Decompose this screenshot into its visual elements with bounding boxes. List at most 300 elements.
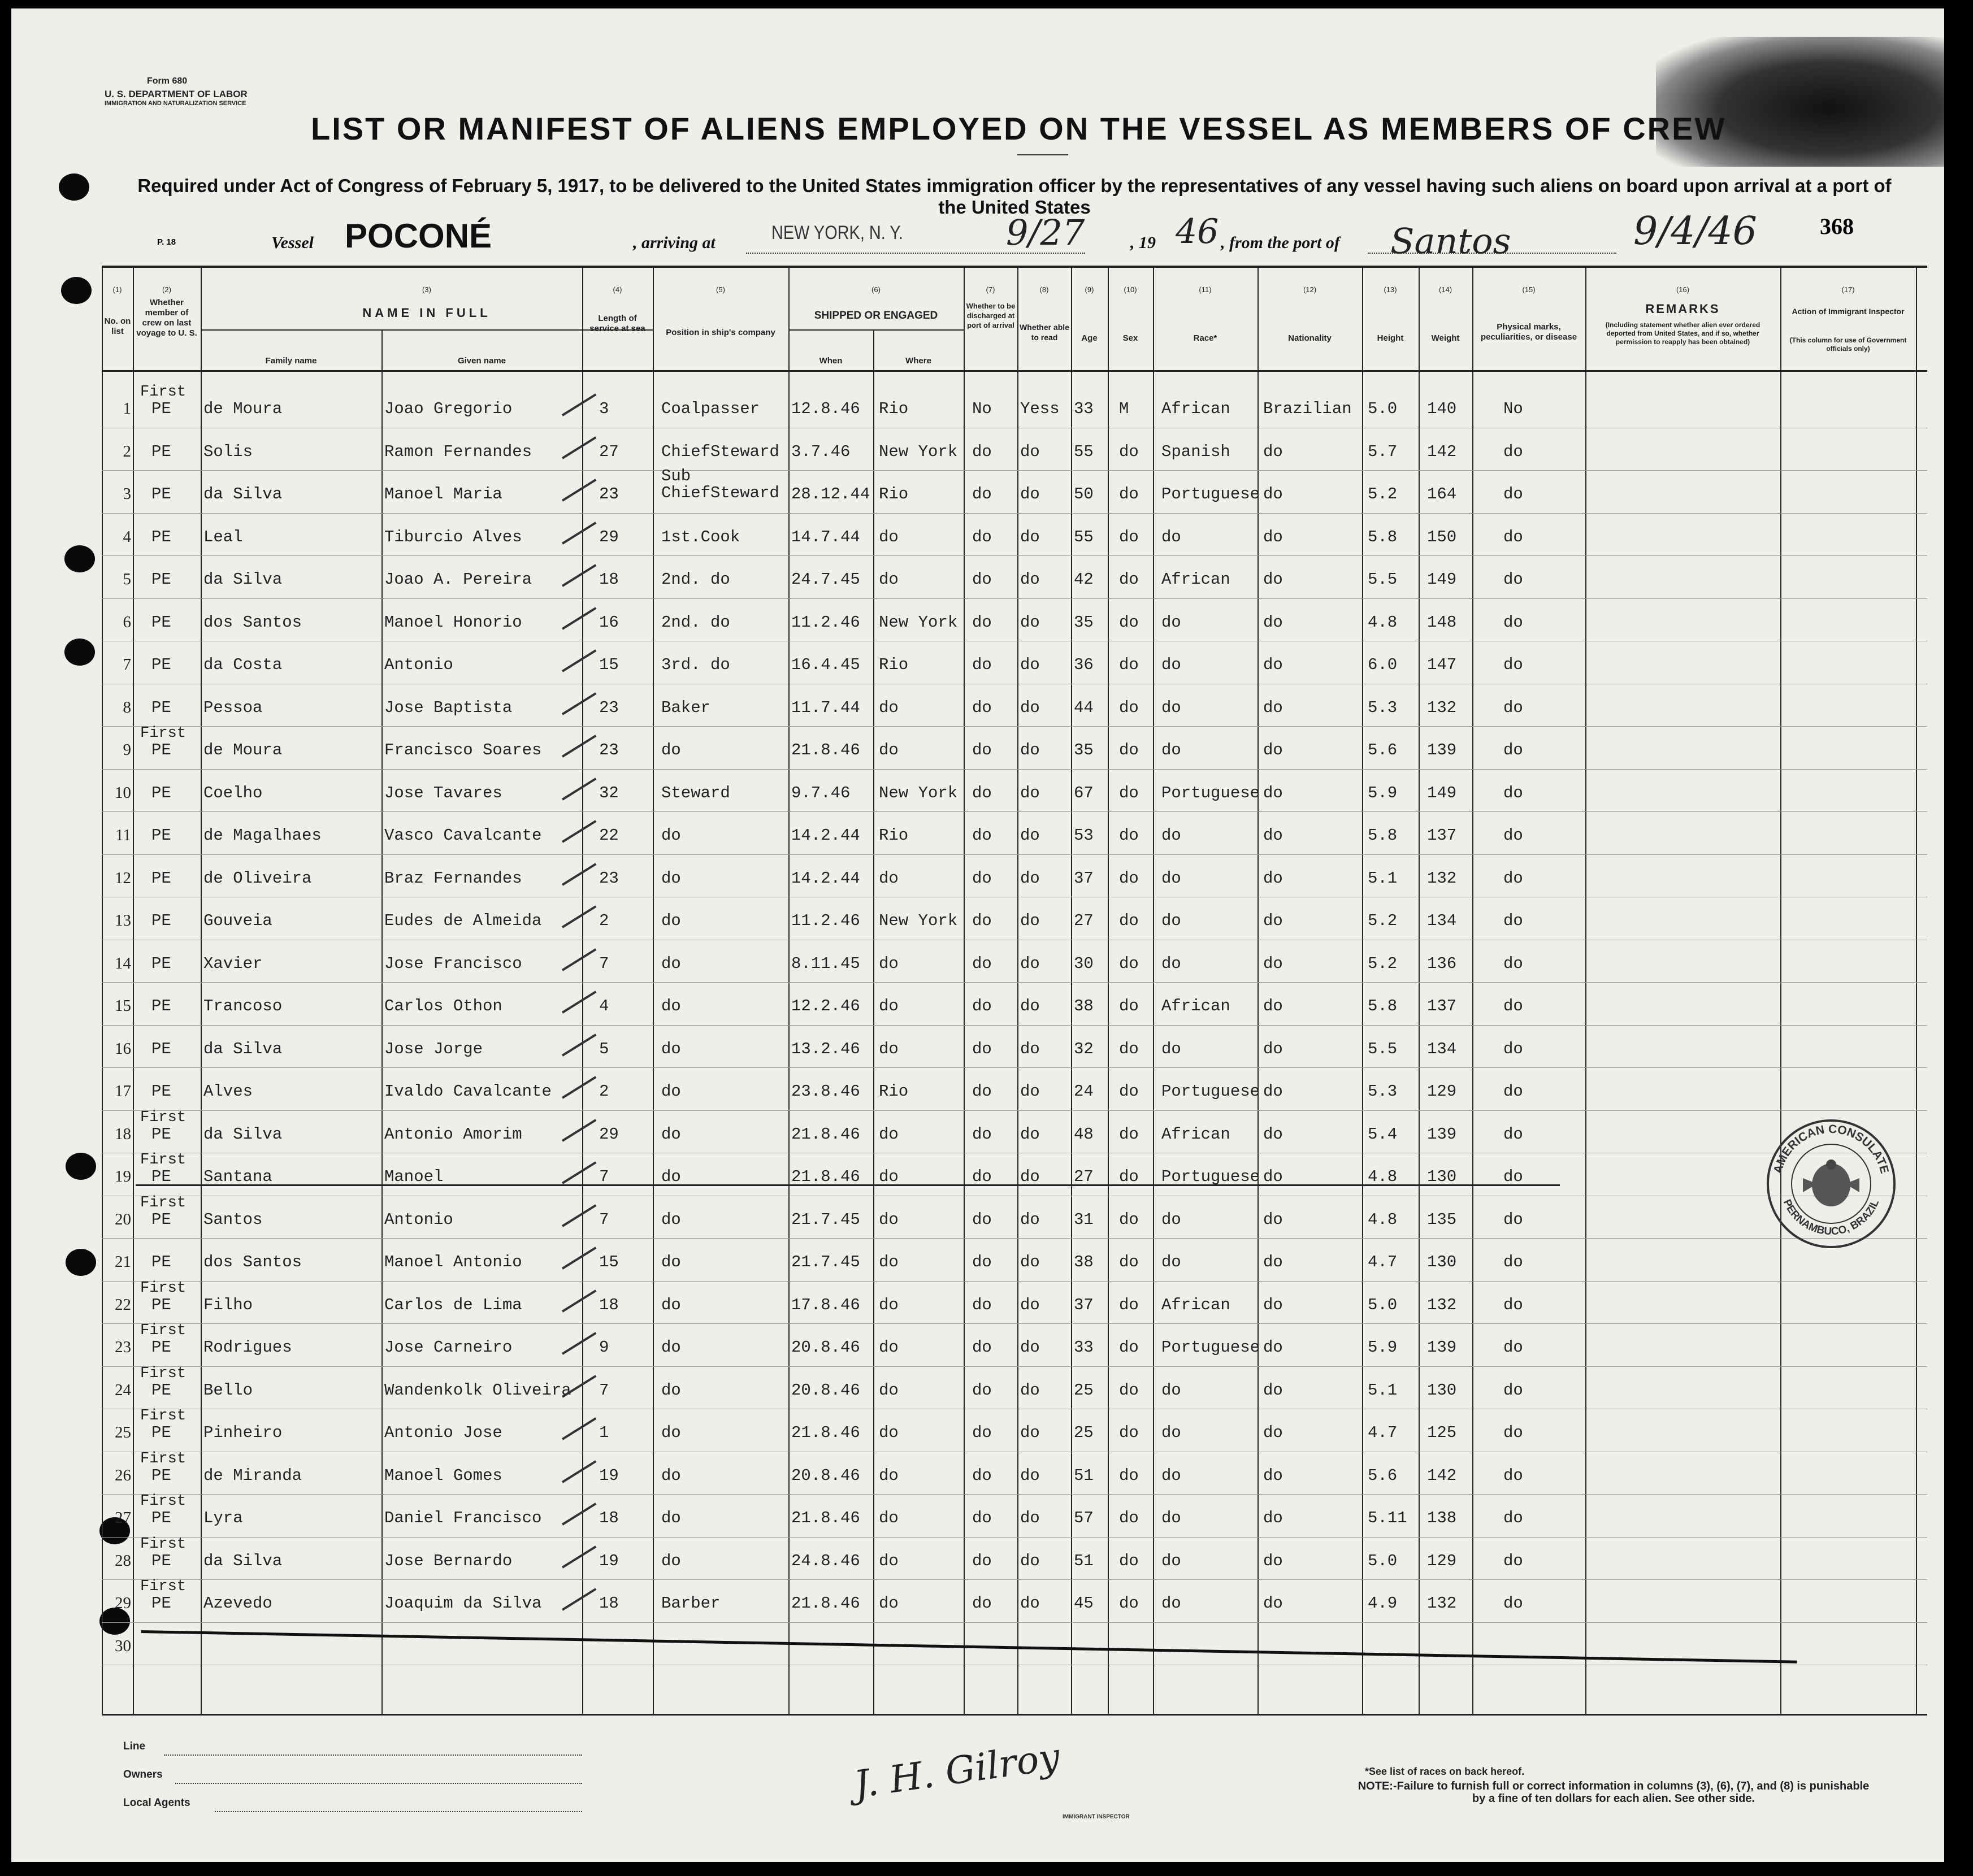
height-cell: 6.0 (1368, 655, 1398, 674)
race-cell: do (1161, 1210, 1181, 1229)
race-cell: do (1161, 613, 1181, 632)
when-cell: 21.8.46 (791, 1167, 860, 1186)
height-cell: 5.1 (1368, 868, 1398, 888)
marks-cell: do (1503, 911, 1523, 930)
weight-cell: 132 (1427, 1295, 1457, 1314)
marks-cell: do (1503, 698, 1523, 717)
nationality-cell: do (1263, 1380, 1283, 1400)
height-cell: 5.8 (1368, 527, 1398, 546)
read-cell: do (1020, 1423, 1040, 1442)
family-name-cell: de Miranda (203, 1466, 302, 1485)
col-header-shipped: SHIPPED OR ENGAGED (814, 310, 938, 322)
discharged-cell: do (972, 911, 992, 930)
col-line (873, 329, 874, 1715)
prev-voyage-note: First (140, 1109, 187, 1126)
age-cell: 51 (1074, 1466, 1094, 1485)
read-cell: do (1020, 1253, 1040, 1271)
family-name-cell: Lyra (203, 1509, 243, 1527)
when-cell: 11.7.44 (791, 698, 860, 717)
nationality-cell: do (1263, 868, 1283, 888)
discharged-cell: do (972, 655, 992, 674)
punch-hole (59, 173, 89, 201)
col-line (582, 266, 583, 1715)
given-name-cell: Jose Francisco (384, 954, 522, 973)
where-cell: New York (879, 442, 958, 461)
service-cell: 9 (599, 1338, 609, 1357)
service-cell: 2 (599, 911, 609, 930)
position-cell: 2nd. do (661, 570, 730, 589)
where-cell: do (879, 1338, 899, 1357)
sex-cell: do (1119, 826, 1139, 845)
when-cell: 11.2.46 (791, 613, 860, 632)
age-cell: 32 (1074, 1039, 1094, 1058)
read-cell: do (1020, 1466, 1040, 1485)
where-cell: Rio (879, 1082, 909, 1101)
position-cell: do (661, 1338, 681, 1357)
col-line (1257, 266, 1259, 1715)
row-number: 28 (115, 1551, 131, 1570)
marks-cell: do (1503, 783, 1523, 802)
position-cell: 2nd. do (661, 613, 730, 632)
position-cell: do (661, 1253, 681, 1271)
punch-hole (66, 1249, 96, 1276)
end-of-list-line (141, 1630, 1797, 1664)
stamp-text-bottom: PERNAMBUCO, BRAZIL (1780, 1197, 1882, 1238)
crew-cell: PE (151, 1466, 171, 1485)
given-name-cell: Manoel (384, 1167, 444, 1186)
position-cell: Coalpasser (661, 399, 760, 418)
where-cell: do (879, 741, 899, 759)
discharged-cell: do (972, 570, 992, 589)
prev-voyage-note: First (140, 1279, 187, 1297)
col-header-service: Length of service at sea (589, 314, 645, 333)
nationality-cell: do (1263, 655, 1283, 674)
height-cell: 5.9 (1368, 783, 1398, 802)
colnum-17: (17) (1841, 285, 1855, 294)
height-cell: 5.8 (1368, 997, 1398, 1015)
sex-cell: do (1119, 1253, 1139, 1271)
when-cell: 14.7.44 (791, 527, 860, 546)
weight-cell: 139 (1427, 1124, 1457, 1144)
col-line (1017, 266, 1018, 1715)
page-code: P. 18 (157, 237, 176, 247)
when-cell: 12.2.46 (791, 997, 860, 1015)
height-cell: 5.2 (1368, 911, 1398, 930)
height-cell: 4.8 (1368, 613, 1398, 632)
crew-cell: PE (151, 399, 171, 418)
family-name-cell: Rodrigues (203, 1338, 292, 1357)
service-cell: 7 (599, 1167, 609, 1186)
height-cell: 5.3 (1368, 1082, 1398, 1101)
prev-voyage-note: First (140, 725, 187, 742)
age-cell: 37 (1074, 1295, 1094, 1314)
age-cell: 38 (1074, 997, 1094, 1015)
discharged-cell: do (972, 1039, 992, 1058)
where-cell: do (879, 1509, 899, 1527)
where-cell: New York (879, 613, 958, 632)
check-mark-icon (562, 522, 596, 544)
sex-cell: do (1119, 570, 1139, 589)
crew-cell: PE (151, 1039, 171, 1058)
discharged-cell: do (972, 783, 992, 802)
from-port-label: , from the port of (1221, 233, 1340, 252)
marks-cell: do (1503, 1509, 1523, 1527)
crew-cell: PE (151, 1594, 171, 1613)
where-cell: Rio (879, 399, 909, 418)
col-header-name: NAME IN FULL (362, 306, 491, 320)
service-cell: 5 (599, 1039, 609, 1058)
where-cell: do (879, 1551, 899, 1570)
row-number: 3 (123, 485, 131, 503)
crew-cell: PE (151, 527, 171, 546)
position-cell: do (661, 826, 681, 845)
sex-cell: do (1119, 1423, 1139, 1442)
row-rule (102, 470, 1927, 471)
nationality-cell: do (1263, 613, 1283, 632)
race-cell: African (1161, 1295, 1230, 1314)
nationality-cell: do (1263, 1039, 1283, 1058)
height-cell: 5.9 (1368, 1338, 1398, 1357)
read-cell: do (1020, 1551, 1040, 1570)
family-name-cell: Bello (203, 1380, 253, 1400)
discharged-cell: do (972, 527, 992, 546)
row-number: 23 (115, 1338, 131, 1356)
discharged-cell: do (972, 1423, 992, 1442)
colnum-12: (12) (1303, 285, 1317, 294)
row-number: 27 (115, 1509, 131, 1527)
age-cell: 30 (1074, 954, 1094, 973)
row-number: 17 (115, 1082, 131, 1100)
sex-cell: do (1119, 1082, 1139, 1101)
age-cell: 31 (1074, 1210, 1094, 1229)
check-mark-icon (562, 564, 596, 587)
nationality-cell: do (1263, 698, 1283, 717)
discharged-cell: do (972, 1466, 992, 1485)
colnum-3: (3) (422, 285, 431, 294)
race-cell: do (1161, 1594, 1181, 1613)
marks-cell: do (1503, 570, 1523, 589)
service-cell: 2 (599, 1082, 609, 1101)
given-name-cell: Carlos Othon (384, 997, 502, 1015)
read-cell: do (1020, 1124, 1040, 1144)
discharged-cell: do (972, 1551, 992, 1570)
weight-cell: 150 (1427, 527, 1457, 546)
marks-cell: do (1503, 1594, 1523, 1613)
service-name: IMMIGRATION AND NATURALIZATION SERVICE (105, 100, 246, 107)
nationality-cell: do (1263, 1124, 1283, 1144)
check-mark-icon (562, 649, 596, 672)
family-name-cell: da Silva (203, 1551, 283, 1570)
row-number: 7 (123, 655, 131, 674)
nationality-cell: do (1263, 442, 1283, 461)
prev-voyage-note: First (140, 1535, 187, 1553)
read-cell: do (1020, 1338, 1040, 1357)
marks-cell: do (1503, 1253, 1523, 1271)
service-cell: 3 (599, 399, 609, 418)
inspector-signature: J. H. Gilroy (851, 1734, 1063, 1807)
race-cell: Portuguese (1161, 1167, 1260, 1186)
nationality-cell: do (1263, 1210, 1283, 1229)
vessel-name: POCONÉ (345, 217, 492, 255)
family-name-cell: Alves (203, 1082, 253, 1101)
position-cell: do (661, 1167, 681, 1186)
table-top-rule (102, 266, 1927, 268)
given-name-cell: Jose Carneiro (384, 1338, 513, 1357)
marks-cell: do (1503, 1210, 1523, 1229)
sex-cell: do (1119, 741, 1139, 759)
stamp-seal-icon (1763, 1116, 1899, 1252)
check-mark-icon (562, 1161, 596, 1184)
where-cell: do (879, 954, 899, 973)
read-cell: do (1020, 1039, 1040, 1058)
col-header-discharged: Whether to be discharged at port of arrival (966, 302, 1016, 329)
prev-voyage-note: First (140, 1408, 187, 1425)
crew-cell: PE (151, 1210, 171, 1229)
height-cell: 5.5 (1368, 570, 1398, 589)
weight-cell: 142 (1427, 442, 1457, 461)
row-rule (102, 1537, 1927, 1538)
when-cell: 14.2.44 (791, 826, 860, 845)
prev-voyage-note: First (140, 1365, 187, 1382)
prev-voyage-note: First (140, 1493, 187, 1510)
read-cell: do (1020, 698, 1040, 717)
service-cell: 7 (599, 954, 609, 973)
row-rule (102, 1238, 1927, 1239)
height-cell: 4.7 (1368, 1253, 1398, 1271)
service-cell: 18 (599, 1594, 619, 1613)
crew-cell: PE (151, 826, 171, 845)
given-name-cell: Joao Gregorio (384, 399, 513, 418)
race-cell: Portuguese (1161, 485, 1260, 503)
colnum-7: (7) (986, 285, 995, 294)
colnum-2: (2) (162, 285, 171, 294)
sex-cell: do (1119, 655, 1139, 674)
col-header-family-name: Family name (265, 356, 317, 366)
col-header-sex: Sex (1122, 333, 1138, 343)
row-rule (102, 1622, 1927, 1623)
position-cell: ChiefSteward (661, 442, 779, 461)
age-cell: 55 (1074, 442, 1094, 461)
discharged-cell: do (972, 1210, 992, 1229)
nationality-cell: do (1263, 826, 1283, 845)
check-mark-icon (562, 436, 596, 459)
height-cell: 5.0 (1368, 399, 1398, 418)
given-name-cell: Antonio (384, 655, 453, 674)
col-header-inspector-note: (This column for use of Government officials only) (1789, 336, 1907, 353)
sex-cell: do (1119, 954, 1139, 973)
race-cell: do (1161, 1509, 1181, 1527)
sex-cell: do (1119, 911, 1139, 930)
crew-cell: PE (151, 868, 171, 888)
shipped-subheader-rule (788, 329, 964, 331)
position-cell: Baker (661, 698, 711, 717)
weight-cell: 134 (1427, 1039, 1457, 1058)
marks-cell: do (1503, 1423, 1523, 1442)
row-rule (102, 1067, 1927, 1068)
col-line (1153, 266, 1154, 1715)
family-name-cell: Gouveia (203, 911, 272, 930)
col-header-height: Height (1377, 333, 1404, 343)
service-cell: 4 (599, 997, 609, 1015)
crew-cell: PE (151, 1124, 171, 1144)
discharged-cell: do (972, 442, 992, 461)
row-number: 24 (115, 1380, 131, 1399)
crew-cell: PE (151, 741, 171, 759)
read-cell: do (1020, 911, 1040, 930)
discharged-cell: do (972, 1124, 992, 1144)
read-cell: do (1020, 570, 1040, 589)
weight-cell: 139 (1427, 1338, 1457, 1357)
nationality-cell: do (1263, 1253, 1283, 1271)
check-mark-icon (562, 1204, 596, 1227)
given-name-cell: Ramon Fernandes (384, 442, 532, 461)
sex-cell: do (1119, 698, 1139, 717)
nationality-cell: do (1263, 1594, 1283, 1613)
read-cell: do (1020, 1594, 1040, 1613)
position-cell: do (661, 1295, 681, 1314)
crew-cell: PE (151, 997, 171, 1015)
check-mark-icon (562, 692, 596, 715)
when-cell: 9.7.46 (791, 783, 851, 802)
sex-cell: do (1119, 613, 1139, 632)
colnum-9: (9) (1085, 285, 1094, 294)
height-cell: 4.8 (1368, 1210, 1398, 1229)
arrival-port: NEW YORK, N. Y. (771, 222, 903, 244)
service-cell: 18 (599, 570, 619, 589)
race-cell: do (1161, 527, 1181, 546)
check-mark-icon (562, 820, 596, 843)
row-number: 2 (123, 442, 131, 461)
height-cell: 4.9 (1368, 1594, 1398, 1613)
service-cell: 15 (599, 1253, 619, 1271)
service-cell: 19 (599, 1551, 619, 1570)
check-mark-icon (562, 479, 596, 501)
crew-cell: PE (151, 954, 171, 973)
sex-cell: do (1119, 527, 1139, 546)
consulate-stamp (1763, 1116, 1899, 1252)
age-cell: 45 (1074, 1594, 1094, 1613)
nationality-cell: do (1263, 1509, 1283, 1527)
col-line (1585, 266, 1586, 1715)
sex-cell: do (1119, 442, 1139, 461)
race-cell: do (1161, 1423, 1181, 1442)
sex-cell: do (1119, 1466, 1139, 1485)
prev-voyage-note: First (140, 1194, 187, 1211)
when-cell: 21.8.46 (791, 1594, 860, 1613)
row-rule (102, 1025, 1927, 1026)
read-cell: do (1020, 1509, 1040, 1527)
age-cell: 50 (1074, 485, 1094, 503)
nationality-cell: do (1263, 741, 1283, 759)
col-header-given-name: Given name (457, 356, 506, 366)
check-mark-icon (562, 778, 596, 800)
sex-cell: do (1119, 1594, 1139, 1613)
family-name-cell: Trancoso (203, 997, 283, 1015)
damaged-corner (1656, 37, 1944, 167)
height-cell: 5.4 (1368, 1124, 1398, 1144)
read-cell: do (1020, 527, 1040, 546)
where-cell: do (879, 1167, 899, 1186)
crew-cell: PE (151, 442, 171, 461)
sex-cell: do (1119, 1167, 1139, 1186)
marks-cell: do (1503, 826, 1523, 845)
read-cell: do (1020, 1210, 1040, 1229)
when-cell: 12.8.46 (791, 399, 860, 418)
nationality-cell: do (1263, 1338, 1283, 1357)
sex-cell: do (1119, 1295, 1139, 1314)
row-rule (102, 769, 1927, 770)
position-cell: do (661, 741, 681, 759)
colnum-4: (4) (613, 285, 622, 294)
col-line (1916, 266, 1917, 1715)
given-name-cell: Wandenkolk Oliveira (384, 1380, 571, 1400)
read-cell: do (1020, 485, 1040, 503)
when-cell: 16.4.45 (791, 655, 860, 674)
marks-cell: do (1503, 997, 1523, 1015)
race-cell: Portuguese (1161, 1082, 1260, 1101)
col-line (653, 266, 654, 1715)
weight-cell: 137 (1427, 997, 1457, 1015)
age-cell: 57 (1074, 1509, 1094, 1527)
fine-note: NOTE:-Failure to furnish full or correct information in columns (3), (6), (7), and (8) is punishable by a fine of ten dollars for each alien. See other side. (1358, 1780, 1870, 1805)
local-agents-label: Local Agents (123, 1797, 190, 1809)
family-name-cell: Leal (203, 527, 243, 546)
age-cell: 44 (1074, 698, 1094, 717)
when-cell: 14.2.44 (791, 868, 860, 888)
when-cell: 21.8.46 (791, 1509, 860, 1527)
age-cell: 53 (1074, 826, 1094, 845)
marks-cell: do (1503, 1082, 1523, 1101)
check-mark-icon (562, 1119, 596, 1141)
read-cell: do (1020, 868, 1040, 888)
given-name-cell: Vasco Cavalcante (384, 826, 542, 845)
where-cell: do (879, 1423, 899, 1442)
given-name-cell: Eudes de Almeida (384, 911, 542, 930)
race-cell: Spanish (1161, 442, 1230, 461)
position-cell: do (661, 997, 681, 1015)
check-mark-icon (562, 1502, 596, 1525)
punch-hole (66, 1153, 96, 1180)
line-rule (164, 1755, 582, 1756)
service-cell: 29 (599, 1124, 619, 1144)
race-cell: do (1161, 954, 1181, 973)
where-cell: do (879, 1124, 899, 1144)
age-cell: 48 (1074, 1124, 1094, 1144)
col-header-prev-voyage: Whether member of crew on last voyage to U. S. (136, 298, 197, 338)
check-mark-icon (562, 1417, 596, 1440)
col-line (133, 266, 134, 1715)
row-number: 4 (123, 527, 131, 546)
row-number: 8 (123, 698, 131, 716)
given-name-cell: Manoel Antonio (384, 1253, 522, 1271)
position-cell: do (661, 954, 681, 973)
read-cell: do (1020, 826, 1040, 845)
colnum-5: (5) (716, 285, 725, 294)
check-mark-icon (562, 1460, 596, 1483)
check-mark-icon (562, 1289, 596, 1312)
family-name-cell: Pessoa (203, 698, 263, 717)
where-cell: New York (879, 783, 958, 802)
row-number: 12 (115, 868, 131, 887)
marks-cell: do (1503, 655, 1523, 674)
race-cell: African (1161, 1124, 1230, 1144)
read-cell: Yess (1020, 399, 1060, 418)
race-cell: Portuguese (1161, 1338, 1260, 1357)
colnum-8: (8) (1039, 285, 1049, 294)
age-cell: 36 (1074, 655, 1094, 674)
read-cell: do (1020, 1167, 1040, 1186)
weight-cell: 135 (1427, 1210, 1457, 1229)
